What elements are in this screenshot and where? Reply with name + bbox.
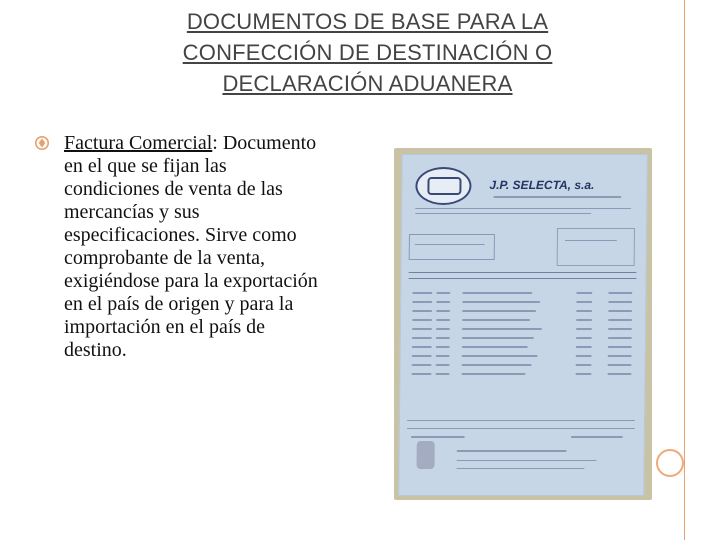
invoice-brand: J.P. SELECTA, s.a. (489, 178, 595, 192)
title-line-2: CONFECCIÓN DE DESTINACIÓN O (182, 40, 553, 65)
decorative-circle (656, 449, 684, 477)
decorative-rail (684, 0, 685, 540)
diamond-bullet-icon (34, 135, 50, 151)
bullet-text (64, 132, 326, 362)
stamp-icon (416, 441, 434, 469)
term-factura-comercial: Factura Comercial (64, 132, 213, 154)
title-line-3: DECLARACIÓN ADUANERA (222, 71, 513, 96)
logo-icon (415, 167, 471, 205)
slide-title (100, 6, 635, 99)
invoice-paper (398, 154, 648, 496)
title-line-1: DOCUMENTOS DE BASE PARA LA (186, 9, 549, 34)
bullet-description: : Documento en el que se fijan las condiciones de venta de las mercancías y sus especificaciones. Sirve como comprobante de la venta, exigiéndose para la exportación en el país de origen y para la importación en el país de destino. (64, 132, 318, 361)
invoice-photo (394, 148, 652, 500)
